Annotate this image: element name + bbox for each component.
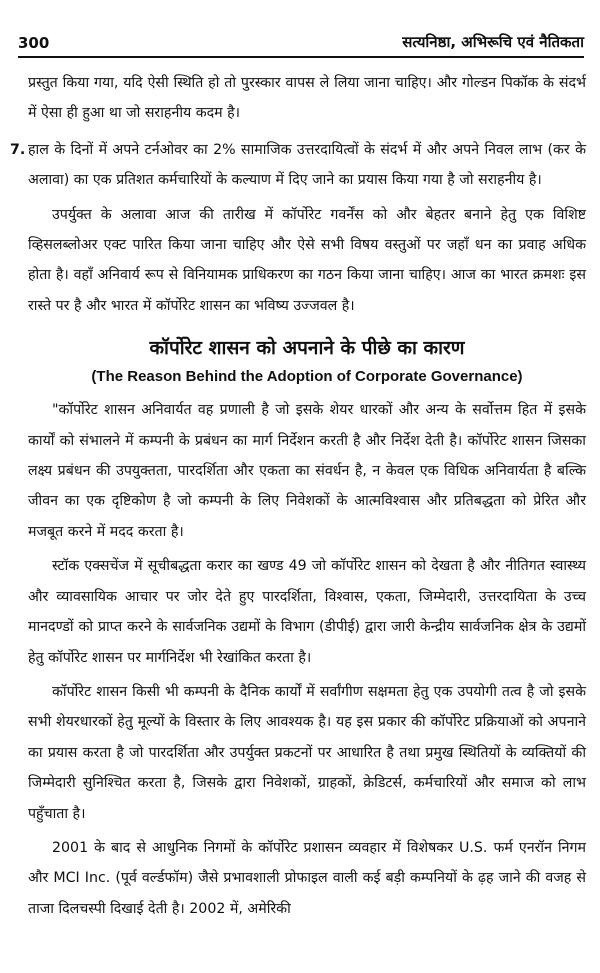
list-item-text: हाल के दिनों में अपने टर्नओवर का 2% सामाजिक उत्तरदायित्वों के संदर्भ में और अपने निवल लाभ (कर के अलावा) का एक प्रतिशत कर्मचारियों के कल्याण में दिए जाने का प्रयास किया गया है जो सराहनीय है।	[28, 141, 586, 189]
list-number: 7.	[10, 141, 26, 158]
paragraph-whistleblower: उपर्युक्त के अलावा आज की तारीख में कॉर्पोरेट गवर्नेंस को और बेहतर बनाने हेतु एक विशिष्ट व्हिसलब्लोअर एक्ट पारित किया जाना चाहिए और ऐसे सभी विषय वस्तुओं पर जहाँ धन का प्रवाह अधिक होता है। वहाँ अनिवार्य रूप से विनियामक प्राधिकरण का गठन किया जाना चाहिए। आज का भारत क्रमशः इस रास्ते पर है और भारत में कॉर्पोरेट शासन का भविष्य उज्जवल है।	[28, 206, 586, 314]
page-body	[10, 68, 586, 924]
paragraph-usefulness: कॉर्पोरेट शासन किसी भी कम्पनी के दैनिक कार्यों में सर्वांगीण सक्षमता हेतु एक उपयोगी तत्व है जो इसके सभी शेयरधारकों हेतु मूल्यों के विस्तार के लिए आवश्यक है। यह इस प्रकार की कॉर्पोरेट प्रक्रियाओं को अपनाने का प्रयास करता है जो पारदर्शिता और उपर्युक्त प्रकटनों पर आधारित है तथा प्रमुख स्थितियों के व्यक्तियों की जिम्मेदारी सुनिश्चित करता है, जिसके द्वारा निवेशकों, ग्राहकों, क्रेडिटर्स, कर्मचारियों और समाज को लाभ पहुँचाता है।	[28, 683, 586, 822]
paragraph-definition: "कॉर्पोरेट शासन अनिवार्यत वह प्रणाली है जो इसके शेयर धारकों और अन्य के सर्वोत्तम हित में इसके कार्यों को संभालने में कम्पनी के प्रबंधन का मार्ग निर्देशन करती है और निर्देश देती है। कॉर्पोरेट शासन जिसका लक्ष्य प्रबंधन की उपयुक्तता, पारदर्शिता और एकता का संवर्धन है, न केवल एक विधिक अनिवार्यता है बल्कि जीवन का एक दृष्टिकोण है जो कम्पनी के लिए निवेशकों के आत्मविश्वास और प्रतिबद्धता को प्रेरित और मजबूत करने में मदद करता है।	[28, 402, 586, 540]
page-number: 300	[18, 34, 50, 52]
list-item-7	[10, 135, 586, 196]
running-title: सत्यनिष्ठा, अभिरूचि एवं नैतिकता	[402, 33, 584, 51]
paragraph-clause-49: स्टॉक एक्सचेंज में सूचीबद्धता करार का खण्ड 49 जो कॉर्पोरेट शासन को देखता है और नीतिगत स्वास्थ्य और व्यावसायिक आचार पर जोर देते हुए पारदर्शिता, विश्वास, एकता, जिम्मेदारी, उत्तरदायिता के उच्च मानदण्डों को प्राप्त करने के सार्वजनिक उद्यमों के विभाग (डीपीई) द्वारा जारी केन्द्रीय सार्वजनिक क्षेत्र के उद्यमों हेतु कॉर्पोरेट शासन पर मार्गनिर्देश भी रेखांकित करता है।	[28, 558, 586, 666]
section-heading: कॉर्पोरेट शासन को अपनाने के पीछे का कारण	[149, 337, 465, 360]
continuation-paragraph: प्रस्तुत किया गया, यदि ऐसी स्थिति हो तो पुरस्कार वापस ले लिया जाना चाहिए। और गोल्डन पिकॉक के संदर्भ में ऐसा ही हुआ था जो सराहनीय कदम है।	[28, 75, 586, 122]
section-subheading: (The Reason Behind the Adoption of Corporate Governance)	[91, 368, 523, 386]
paragraph-history: 2001 के बाद से आधुनिक निगमों के कॉर्पोरेट प्रशासन व्यवहार में विशेषकर U.S. फर्म एनरॉन निगम और MCI Inc. (पूर्व वर्ल्डफॉम) जैसे प्रभावशाली प्रोफाइल वाली कई बड़ी कम्पनियों के ढ़ह जाने की वजह से ताजा दिलचस्पी दिखाई देती है। 2002 में, अमेरिकी	[28, 839, 586, 917]
page-header	[18, 22, 584, 58]
